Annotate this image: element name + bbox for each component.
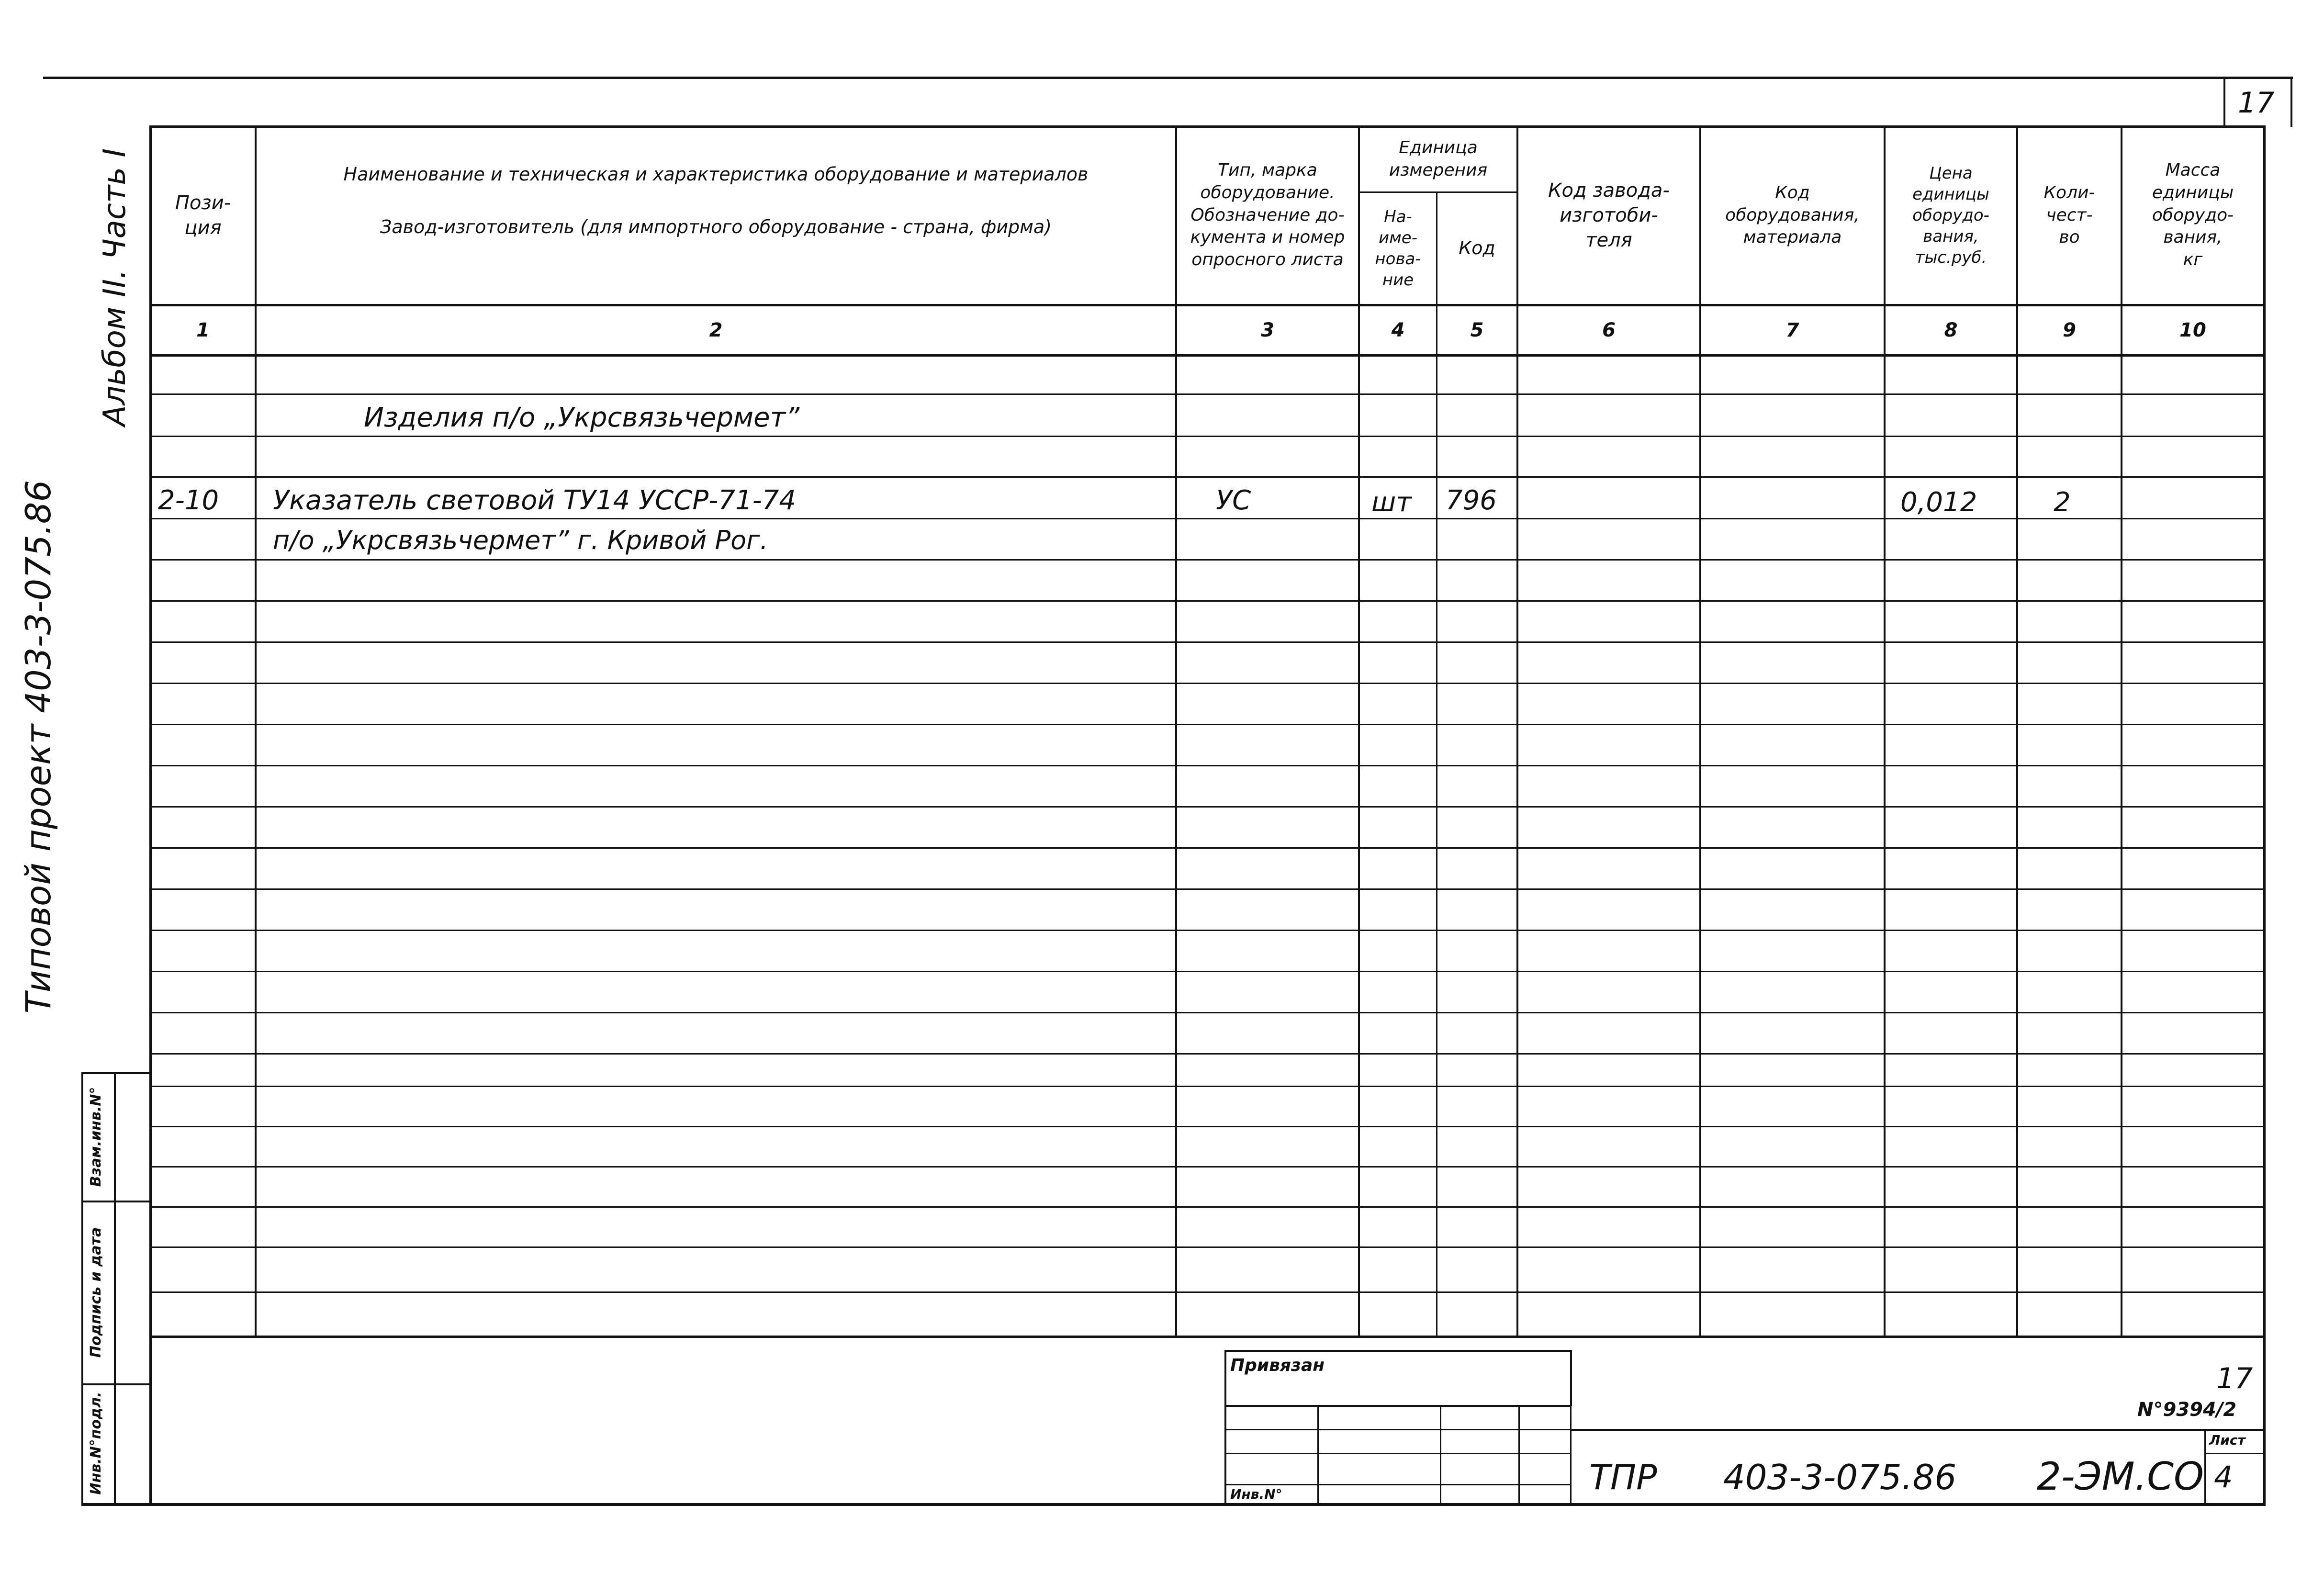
header-unit-code: Код (1459, 237, 1495, 259)
page-box-right (2290, 77, 2292, 127)
row-line (149, 930, 2265, 931)
frame-top (43, 77, 2293, 79)
item-type: УС (1216, 485, 1251, 516)
stamp-col-2 (1440, 1405, 1441, 1505)
stamp-col-3 (1518, 1405, 1520, 1505)
vzam-label: Взам.инв.N° (87, 1087, 104, 1187)
header-unit-name: На- име- нова- ние (1375, 207, 1421, 290)
page-number: 17 (2238, 86, 2275, 120)
sheet-box-left (2204, 1429, 2206, 1505)
col-line-4 (1436, 191, 1437, 1336)
item-name-line1: Указатель световой ТУ14 УССР-71-74 (273, 485, 797, 516)
item-name-line2: п/о „Укрсвязьчермет” г. Кривой Рог. (273, 525, 768, 555)
stamp-inv-no: Инв.N° (1230, 1486, 1282, 1502)
row-line (149, 683, 2265, 684)
album-label: Альбом II. Часть I (97, 148, 133, 427)
stamp-mark: 2-ЭМ.СО (2037, 1454, 2204, 1499)
stamp-reg-no: N°9394/2 (2137, 1399, 2237, 1421)
stamp-list-label: Лист (2209, 1432, 2245, 1448)
header-quantity: Коли- чест- во (2043, 182, 2095, 247)
row-line (149, 1166, 2265, 1168)
stamp-page-no: 17 (2216, 1362, 2253, 1395)
section-title: Изделия п/о „Укрсвязьчермет” (364, 402, 800, 433)
numbers-bottom (149, 354, 2265, 357)
row-line (149, 765, 2265, 766)
row-line (149, 1246, 2265, 1248)
row-line (149, 1291, 2265, 1293)
frame-bottom (81, 1503, 2264, 1506)
row-line (149, 806, 2265, 808)
col-number-9: 9 (2063, 319, 2076, 341)
stamp-title-line (1570, 1429, 2264, 1431)
header-price: Цена единицы оборудо- вания, тыс.руб. (1912, 163, 1989, 268)
col-number-7: 7 (1785, 319, 1799, 341)
col-number-3: 3 (1261, 319, 1274, 341)
header-name-line1: Наименование и техническая и характеристика оборудование и материалов (343, 164, 1089, 185)
side-stamp-inner (114, 1072, 116, 1506)
stamp-code: 403-3-075.86 (1723, 1457, 1957, 1497)
header-name-line2: Завод-изготовитель (для импортного оборудование - страна, фирма) (380, 216, 1052, 238)
row-line (149, 476, 2265, 478)
podpis-label: Подпись и дата (87, 1227, 104, 1358)
col-number-10: 10 (2179, 319, 2206, 341)
item-unit-name: шт (1371, 487, 1412, 518)
row-line (149, 600, 2265, 602)
row-line (149, 847, 2265, 849)
header-equipment-code: Код оборудования, материала (1725, 182, 1860, 247)
row-line (149, 1086, 2265, 1087)
row-line (149, 1053, 2265, 1055)
stamp-tpr: ТПР (1589, 1457, 1657, 1497)
row-line (149, 1126, 2265, 1127)
sheet-box-mid (2204, 1453, 2264, 1454)
frame-right (2263, 125, 2266, 1506)
row-line (149, 888, 2265, 890)
stamp-list-no: 4 (2214, 1460, 2233, 1494)
stamp-box-right (1570, 1350, 1572, 1406)
col-number-2: 2 (709, 319, 723, 341)
col-number-6: 6 (1602, 319, 1616, 341)
header-unit: Единица измерения (1389, 137, 1488, 180)
item-quantity: 2 (2054, 487, 2071, 518)
col-number-4: 4 (1391, 319, 1405, 341)
row-line (149, 724, 2265, 725)
stamp-box-top (1224, 1350, 1571, 1352)
col-number-5: 5 (1470, 319, 1484, 341)
col-number-1: 1 (196, 319, 210, 341)
header-position: Пози- ция (175, 192, 231, 239)
row-line (149, 518, 2265, 519)
stamp-privyazan: Привязан (1230, 1356, 1325, 1375)
header-factory-code: Код завода- изготоби- теля (1548, 180, 1670, 251)
page-box-left (2223, 77, 2225, 127)
header-type: Тип, марка оборудование. Обозначение до- кумента и номер опросного листа (1190, 160, 1345, 270)
item-unit-code: 796 (1446, 485, 1497, 516)
stamp-col-4 (1570, 1405, 1572, 1505)
stamp-col-1 (1317, 1405, 1319, 1505)
project-label: Типовой проект 403-3-075.86 (18, 480, 58, 1014)
stamp-box-left (1224, 1350, 1226, 1506)
side-stamp-outer (81, 1072, 83, 1506)
row-line (149, 971, 2265, 972)
inv-podl-label: Инв.N°подл. (87, 1392, 104, 1495)
row-line (149, 559, 2265, 561)
item-price: 0,012 (1900, 487, 1977, 518)
row-line (149, 393, 2265, 395)
row-line (149, 641, 2265, 643)
row-line (149, 436, 2265, 437)
item-position: 2-10 (158, 485, 219, 516)
col-number-8: 8 (1944, 319, 1958, 341)
header-mass: Масса единицы оборудо- вания, кг (2152, 160, 2234, 270)
row-line (149, 1206, 2265, 1208)
table-bottom (149, 1336, 2265, 1338)
row-line (149, 1012, 2265, 1013)
